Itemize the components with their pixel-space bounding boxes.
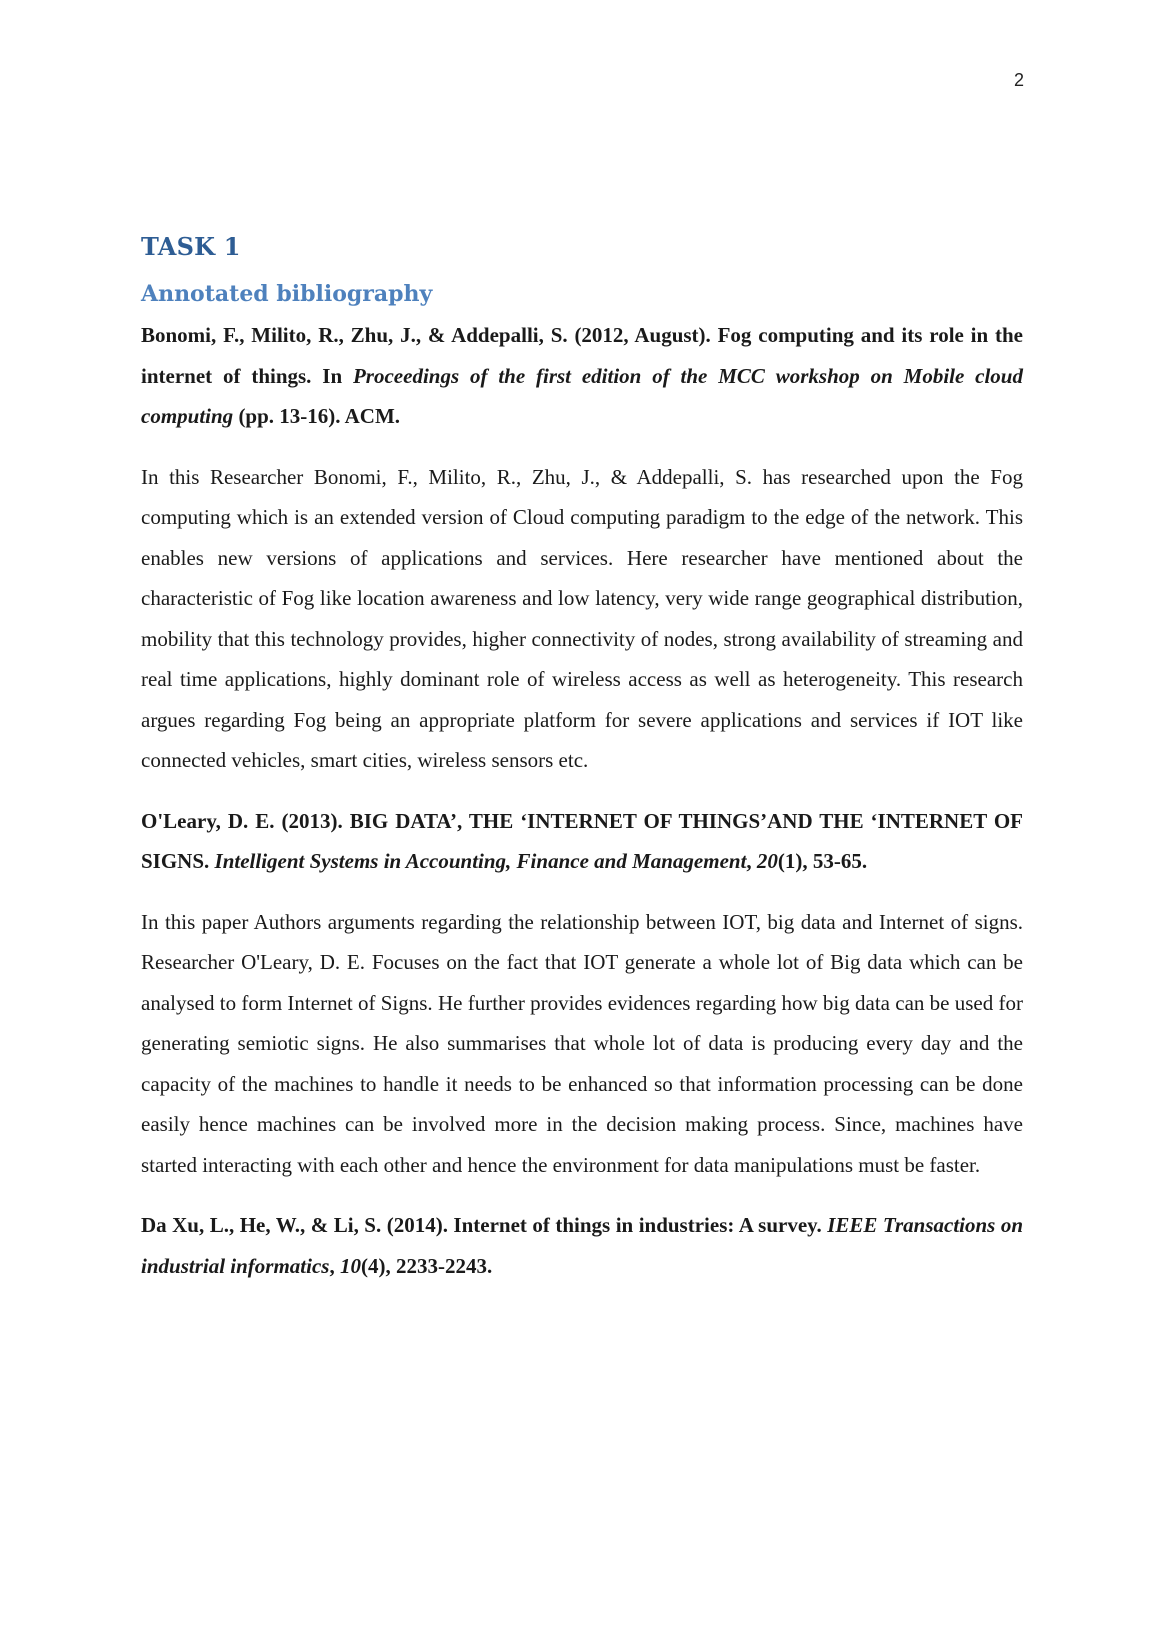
citation-oleary: O'Leary, D. E. (2013). BIG DATA’, THE ‘INTERNET OF THINGS’AND THE ‘INTERNET OF SIGNS. Intelligent Systems in Accounting, Finance and Management, 20(1), 53-65.: [141, 808, 1023, 873]
page-number: 2: [1013, 70, 1024, 90]
annotation-oleary: In this paper Authors arguments regarding the relationship between IOT, big data and Internet of signs. Researcher O'Leary, D. E. Focuses on the fact that IOT generate a whole lot of Big data which can be analysed to form Internet of Signs. He further provides evidences regarding how big data can be used for generating semiotic signs. He also summarises that whole lot of data is producing every day and the capacity of the machines to handle it needs to be enhanced so that information processing can be done easily hence machines can be involved more in the decision making process. Since, machines have started interacting with each other and hence the environment for data manipulations must be faster.: [141, 909, 1023, 1177]
document-body: [141, 232, 1023, 1306]
section-heading: Annotated bibliography: [141, 281, 433, 307]
task-heading: TASK 1: [141, 232, 241, 261]
citation-bonomi: Bonomi, F., Milito, R., Zhu, J., & Addepalli, S. (2012, August). Fog computing and its role in the internet of things. In Proceedings of the first edition of the MCC workshop on Mobile cloud computing (pp. 13-16). ACM.: [141, 323, 1023, 428]
citation-daxu: Da Xu, L., He, W., & Li, S. (2014). Internet of things in industries: A survey. IEEE Transactions on industrial informatics, 10(4), 2233-2243.: [141, 1213, 1023, 1278]
annotation-bonomi: In this Researcher Bonomi, F., Milito, R., Zhu, J., & Addepalli, S. has researched upon the Fog computing which is an extended version of Cloud computing paradigm to the edge of the network. This enables new versions of applications and services. Here researcher have mentioned about the characteristic of Fog like location awareness and low latency, very wide range geographical distribution, mobility that this technology provides, higher connectivity of nodes, strong availability of streaming and real time applications, highly dominant role of wireless access as well as heterogeneity. This research argues regarding Fog being an appropriate platform for severe applications and services if IOT like connected vehicles, smart cities, wireless sensors etc.: [141, 464, 1023, 772]
